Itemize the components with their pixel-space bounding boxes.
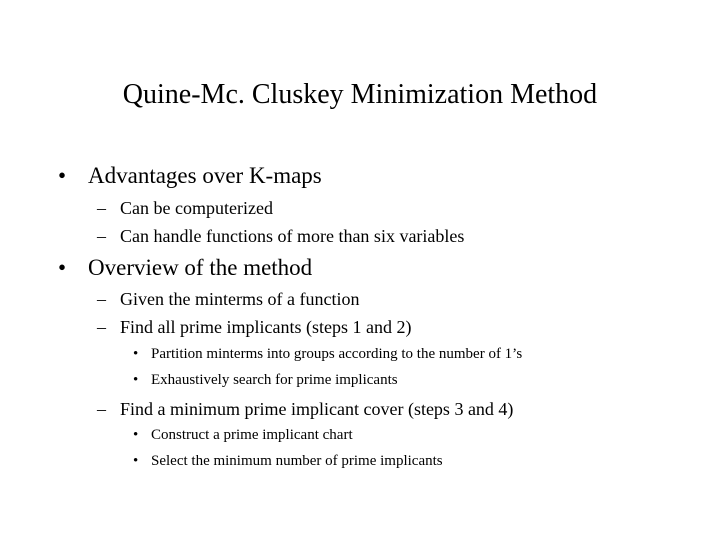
- sub-bullet-text: Find a minimum prime implicant cover (steps 3 and 4): [120, 399, 514, 419]
- bullet-marker: •: [58, 163, 67, 188]
- bullet-text: Advantages over K-maps: [88, 163, 322, 188]
- dash-marker: –: [97, 198, 106, 218]
- dash-marker: –: [97, 226, 106, 246]
- bullet-marker: •: [133, 427, 139, 443]
- bullet-text: Overview of the method: [88, 255, 313, 280]
- bullet-marker: •: [133, 453, 139, 469]
- sub-sub-bullet-text: Select the minimum number of prime implicants: [151, 453, 443, 469]
- sub-bullet-text: Can be computerized: [120, 198, 273, 218]
- slide-title: Quine-Mc. Cluskey Minimization Method: [122, 79, 598, 110]
- dash-marker: –: [97, 317, 106, 337]
- sub-bullet-text: Find all prime implicants (steps 1 and 2): [120, 317, 412, 337]
- dash-marker: –: [97, 399, 106, 419]
- bullet-marker: •: [133, 346, 139, 362]
- sub-sub-bullet-text: Exhaustively search for prime implicants: [151, 372, 398, 388]
- sub-bullet-text: Can handle functions of more than six variables: [120, 226, 465, 246]
- dash-marker: –: [97, 289, 106, 309]
- bullet-marker: •: [133, 372, 139, 388]
- sub-sub-bullet-text: Partition minterms into groups according to the number of 1’s: [151, 346, 523, 362]
- bullet-marker: •: [58, 255, 67, 280]
- sub-sub-bullet-text: Construct a prime implicant chart: [151, 427, 353, 443]
- sub-bullet-text: Given the minterms of a function: [120, 289, 360, 309]
